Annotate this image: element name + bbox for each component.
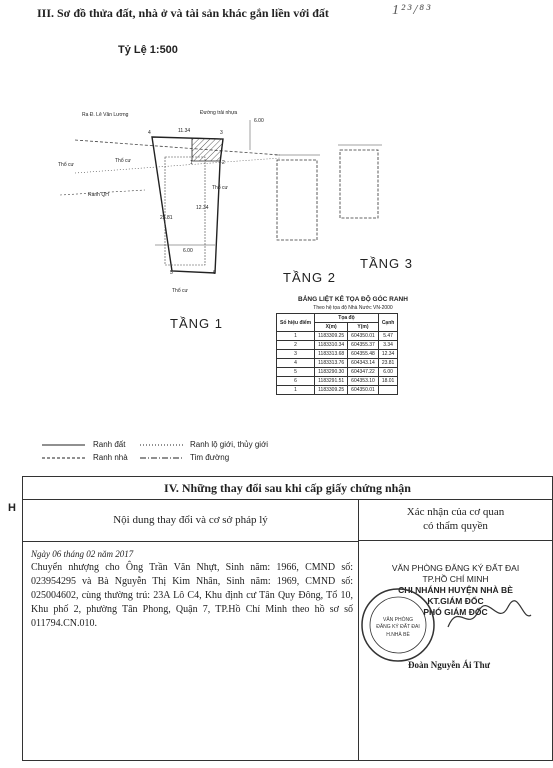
official-seal	[358, 585, 438, 665]
right-header-line2: có thẩm quyền	[423, 520, 488, 532]
office-line2: TP.HỒ CHÍ MINH	[422, 574, 489, 584]
coord-cell-c: 18.01	[378, 377, 398, 386]
dim-600: 6.00	[254, 118, 264, 124]
handwritten-number: 1²³/⁸³	[392, 3, 433, 18]
legend-ranh-dat: Ranh đất	[93, 440, 126, 449]
col-y-header: Y(m)	[348, 323, 379, 332]
svg-text:H.NHÀ BÈ: H.NHÀ BÈ	[386, 632, 410, 638]
coord-cell-p: 3	[277, 350, 315, 359]
label-tho-cu: Thổ cư	[58, 162, 74, 168]
label-ranh-qh: Ranh QH	[88, 192, 109, 198]
coord-cell-x: 1183309.25	[315, 332, 348, 341]
point-1: 1	[190, 160, 193, 166]
coord-cell-y: 604355.48	[348, 350, 379, 359]
coord-cell-y: 604350.01	[348, 386, 379, 395]
office-line1: VĂN PHÒNG ĐĂNG KÝ ĐẤT ĐAI	[391, 563, 520, 573]
map-scale: Tỷ Lệ 1:500	[118, 44, 178, 56]
col-x-header: X(m)	[315, 323, 348, 332]
left-column	[23, 499, 359, 760]
section3-title: III. Sơ đồ thửa đất, nhà ở và tài sản khác gắn liền với đất	[37, 6, 329, 20]
coord-cell-c: 6.00	[378, 368, 398, 377]
h-margin-mark: H	[8, 502, 16, 514]
left-column-header: Nội dung thay đổi và cơ sở pháp lý	[23, 499, 358, 542]
coord-row	[277, 377, 398, 386]
coord-cell-x: 1183313.76	[315, 359, 348, 368]
coord-table-subtitle: Theo hệ tọa độ Nhà Nước VN-2000	[313, 305, 393, 311]
floor3-sketch	[330, 140, 405, 250]
point-2: 2	[222, 160, 225, 166]
coord-cell-x: 1183290.30	[315, 368, 348, 377]
label-tho-cu: Thổ cư	[115, 158, 131, 164]
svg-text:VĂN PHÒNG: VĂN PHÒNG	[382, 617, 414, 623]
point-6: 6	[213, 270, 216, 276]
col-edge-header: Cạnh	[378, 314, 398, 332]
coord-row	[277, 332, 398, 341]
road-boundary-line	[75, 140, 280, 155]
coord-cell-y: 604343.14	[348, 359, 379, 368]
coord-cell-y: 604355.37	[348, 341, 379, 350]
svg-text:ĐĂNG KÝ ĐẤT ĐAI: ĐĂNG KÝ ĐẤT ĐAI	[376, 624, 420, 630]
right-column-header	[359, 499, 552, 541]
coord-cell-y: 604350.01	[348, 332, 379, 341]
office-line4: KT.GIÁM ĐỐC	[427, 596, 484, 606]
point-5: 5	[170, 270, 173, 276]
coord-cell-p: 5	[277, 368, 315, 377]
office-line5: PHÓ GIÁM ĐỐC	[423, 607, 488, 617]
coord-cell-p: 1	[277, 332, 315, 341]
legend-ranh-lo-gioi: Ranh lộ giới, thủy giới	[190, 440, 269, 449]
coord-cell-c: 5.47	[378, 332, 398, 341]
coord-cell-c: 23.81	[378, 359, 398, 368]
coord-row	[277, 341, 398, 350]
road-center-line	[75, 158, 280, 173]
hatched-area	[192, 138, 223, 161]
road-label-le-van-luong: Ra Đ. Lê Văn Lương	[82, 112, 129, 118]
plot-sketch	[50, 95, 280, 315]
signer-name: Đoàn Nguyễn Ái Thư	[408, 660, 491, 670]
coord-cell-p: 4	[277, 359, 315, 368]
floor3-label: TẦNG 3	[360, 256, 413, 271]
coord-cell-x: 1183313.68	[315, 350, 348, 359]
coord-table	[276, 313, 398, 395]
coord-row	[277, 386, 398, 395]
legend-tim-duong: Tim đường	[190, 453, 230, 462]
entry-content: Chuyển nhượng cho Ông Trần Văn Nhựt, Sinh năm: 1966, CMND số: 023954295 và Bà Nguyễn Thị Kim Nhân, Sinh năm: 1969, CMND số: 025004602, cùng thường trú: 23A Lô C4, Khu định cư Tân Quy Đông, Tổ 10, Khu phố 2, phường Tân Phong, Quận 7, TP.Hồ Chí Minh theo hồ sơ số 011794.CN.010.	[31, 562, 353, 629]
floor1-label: TẦNG 1	[170, 316, 223, 331]
col-coord-header: Tọa độ	[315, 314, 379, 323]
dim-bottom: 6.00	[183, 248, 193, 254]
floor2-label: TẦNG 2	[283, 270, 336, 285]
right-header-line1: Xác nhận của cơ quan	[406, 506, 505, 518]
point-3: 3	[220, 130, 223, 136]
coord-cell-y: 604353.10	[348, 377, 379, 386]
coord-table-title: BẢNG LIỆT KÊ TỌA ĐỘ GÓC RANH	[298, 296, 408, 303]
coord-cell-c: 12.34	[378, 350, 398, 359]
dim-12-34: 12.34	[196, 205, 209, 211]
legend-ranh-nha: Ranh nhà	[93, 453, 128, 462]
coord-cell-x: 1183291.51	[315, 377, 348, 386]
change-entry	[31, 547, 353, 631]
dim-top: 11.34	[178, 128, 191, 134]
coord-cell-p: 1	[277, 386, 315, 395]
coord-cell-p: 2	[277, 341, 315, 350]
section4-box	[22, 476, 553, 761]
floor2-sketch	[265, 140, 340, 250]
coord-cell-x: 1183310.34	[315, 341, 348, 350]
coord-cell-p: 6	[277, 377, 315, 386]
road-label-paved: Đường trải nhựa	[200, 110, 238, 116]
office-line3: CHI NHÁNH HUYỆN NHÀ BÈ	[398, 585, 513, 595]
dim-left: 23.81	[160, 215, 173, 221]
point-4: 4	[148, 130, 151, 136]
coord-row	[277, 368, 398, 377]
col-point-header: Số hiệu điểm	[277, 314, 315, 332]
signature	[443, 597, 533, 637]
coord-cell-x: 1183309.25	[315, 386, 348, 395]
section4-title: IV. Những thay đổi sau khi cấp giấy chứng nhận	[23, 477, 552, 500]
coord-cell-c: 3.34	[378, 341, 398, 350]
label-tho-cu: Thổ cư	[212, 185, 228, 191]
label-tho-cu: Thổ cư	[172, 288, 188, 294]
coord-row	[277, 359, 398, 368]
coord-row	[277, 350, 398, 359]
entry-date: Ngày 06 tháng 02 năm 2017	[31, 549, 134, 559]
coord-cell-y: 604347.22	[348, 368, 379, 377]
coord-cell-c	[378, 386, 398, 395]
